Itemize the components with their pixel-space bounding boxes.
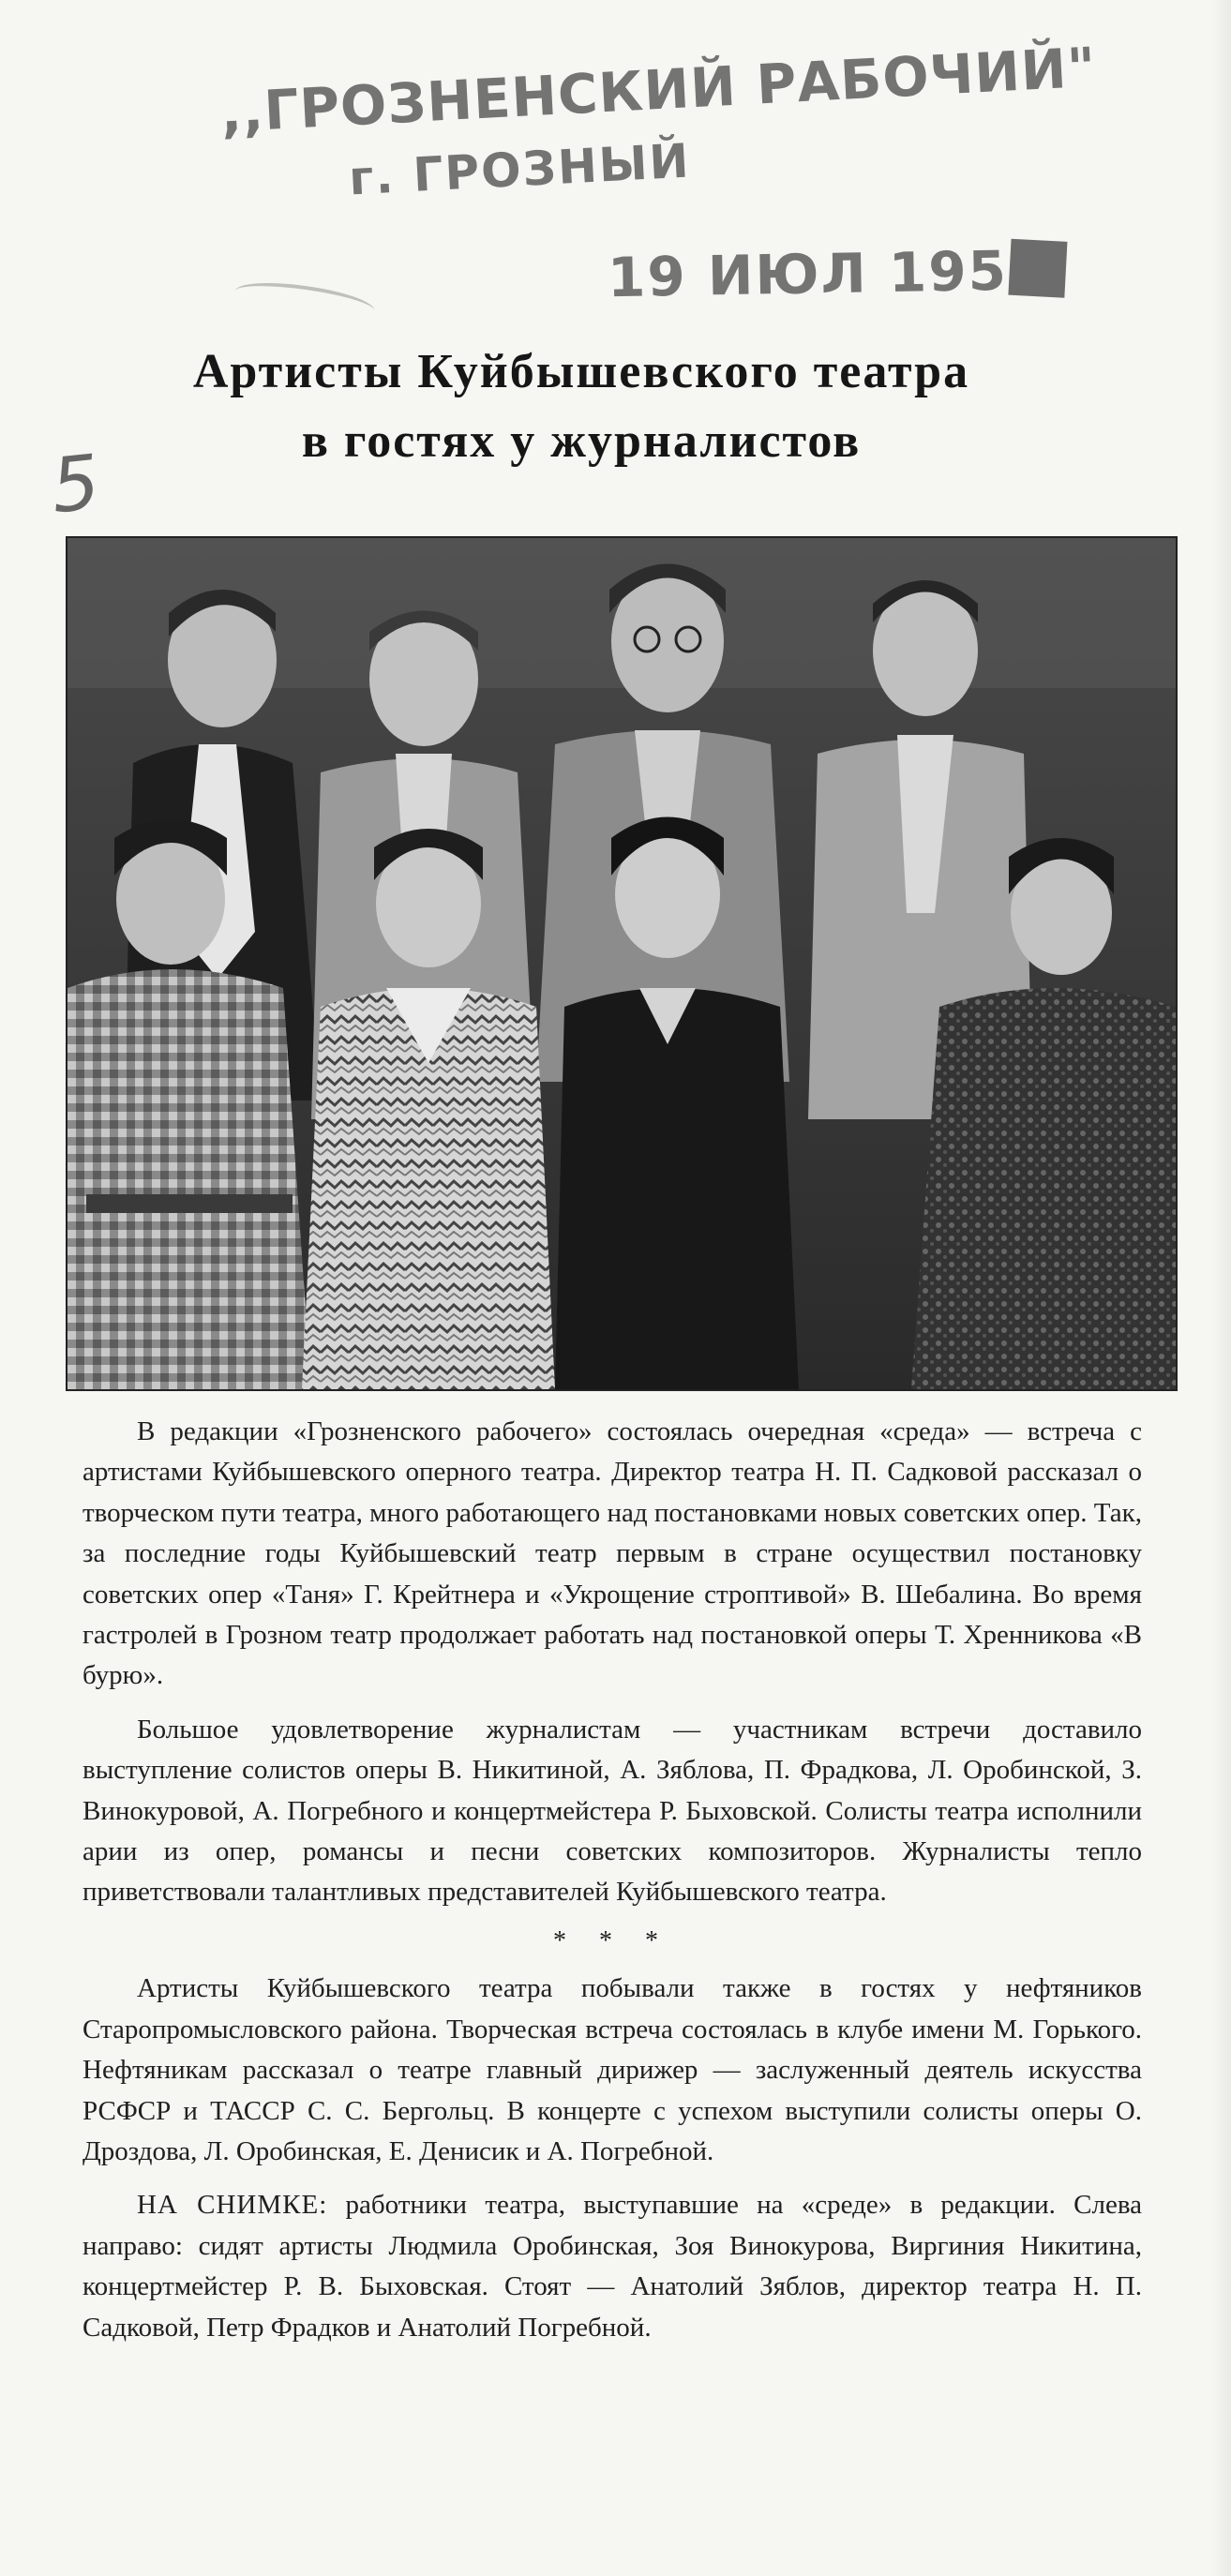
caption-text: работники театра, выступавшие на «среде» в редакции. Слева направо: сидят артисты Людмила Оробинская, Зоя Винокурова, Виргиния Никитина, концертмейстер Р. В. Быховская. Стоят — Анатолий Зяблов, директор театра Н. П. Садковой, Петр Фрадков и Анатолий Погребной.	[83, 2190, 1143, 2343]
article-paragraph-3: Артисты Куйбышевского театра побывали также в гостях у нефтяников Старопромысловского района. Творческая встреча состоялась в клубе имени М. Горького. Нефтяникам рассказал о театре главный дирижер — заслуженный деятель искусства РСФСР и ТАССР С. С. Бергольц. В концерте с успехом выступили солисты оперы О. Дроздова, Л. Оробинская, Е. Денисик и А. Погребной.	[83, 1973, 1142, 2166]
pencil-mark: 5	[47, 438, 104, 531]
article-body	[83, 1412, 1142, 2348]
headline	[94, 337, 1069, 476]
ink-smudge	[233, 277, 377, 326]
ink-blot	[1008, 239, 1067, 298]
city-stamp: г. ГРОЗНЫЙ	[347, 133, 692, 206]
newspaper-stamp: ,,ГРОЗНЕНСКИЙ РАБОЧИЙ"	[218, 35, 1099, 145]
article-paragraph-2: Большое удовлетворение журналистам — участникам встречи доставило выступление солистов оперы В. Никитиной, А. Зяблова, П. Фрадкова, Л. Оробинской, З. Винокуровой, А. Погребного и концертмейстера Р. Быховской. Солисты театра исполнили арии из опер, романсы и песни советских композиторов. Журналисты тепло приветствовали талантливых представителей Куйбышевского театра.	[83, 1714, 1142, 1908]
caption-label: НА СНИМКЕ:	[137, 2190, 328, 2221]
paper-edge	[1210, 0, 1231, 2576]
group-photo	[66, 536, 1178, 1391]
date-stamp-text: 19 ИЮЛ 195	[607, 238, 1009, 310]
headline-line-2: в гостях у журналистов	[301, 414, 862, 468]
photo-caption	[83, 2185, 1142, 2348]
date-stamp	[607, 238, 1066, 310]
headline-line-1: Артисты Куйбышевского театра	[192, 345, 970, 398]
section-separator: * * *	[553, 1925, 671, 1955]
article-paragraph-1: В редакции «Грозненского рабочего» состоялась очередная «среда» — встреча с артистами Куйбышевского оперного театра. Директор театра Н. П. Садковой рассказал о творческом пути театра, много работающего над постановками новых советских опер. Так, за последние годы Куйбышевский театр первым в стране осуществил постановку советских опер «Таня» Г. Крейтнера и «Укрощение строптивой» В. Шебалина. Во время гастролей в Грозном театр продолжает работать над постановкой оперы Т. Хренникова «В бурю».	[83, 1416, 1142, 1691]
